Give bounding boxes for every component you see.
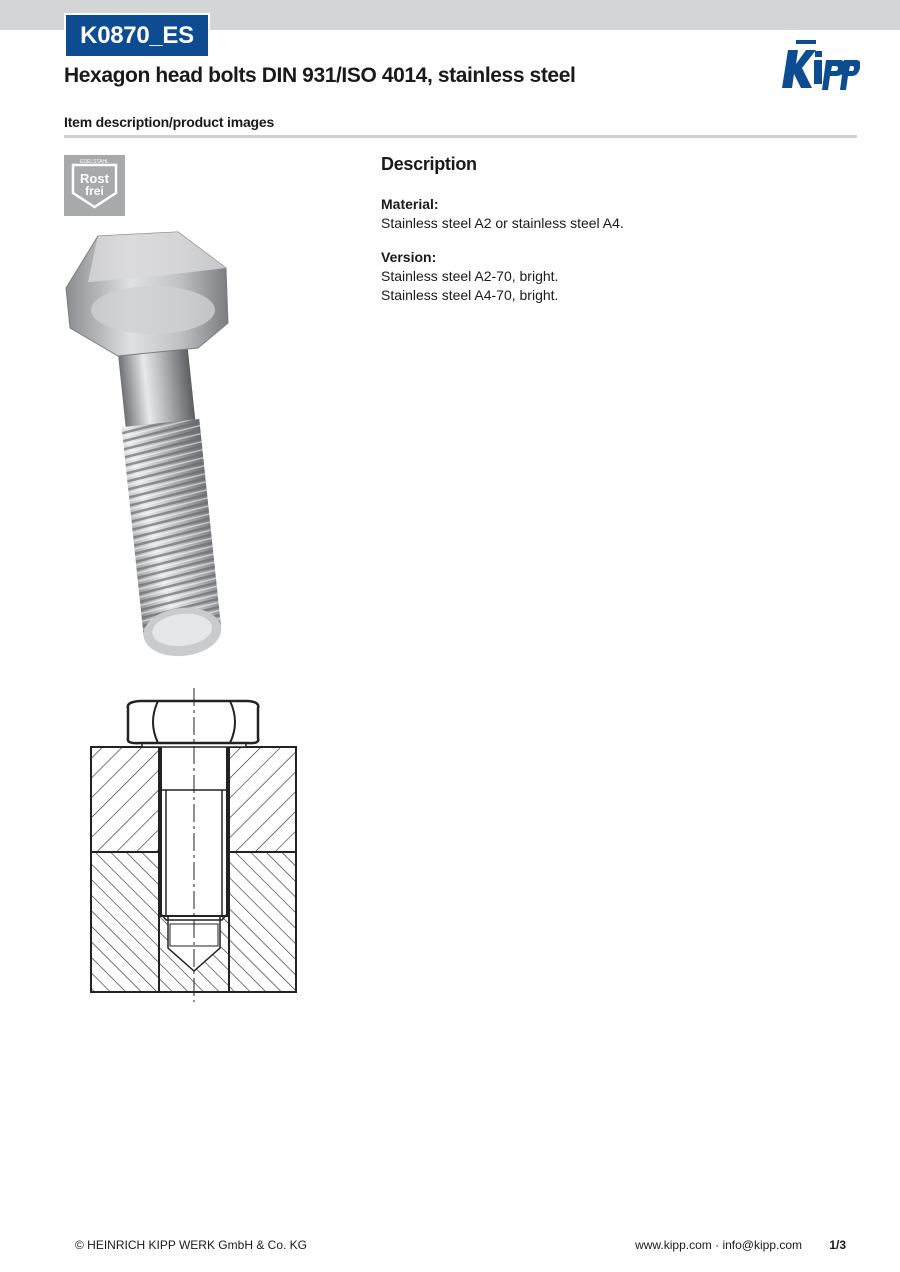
description-title: Description — [381, 154, 477, 174]
version-line-2: Stainless steel A4-70, bright. — [381, 287, 559, 303]
footer-copyright: © HEINRICH KIPP WERK GmbH & Co. KG — [75, 1238, 307, 1252]
page-title: Hexagon head bolts DIN 931/ISO 4014, stainless steel — [64, 64, 576, 87]
badge-line2: frei — [85, 184, 104, 198]
footer-contact[interactable]: www.kipp.com · info@kipp.com — [635, 1238, 802, 1252]
badge-top-text: EDELSTAHL — [80, 159, 109, 165]
badge-line1: Rost — [80, 171, 109, 186]
product-code-badge: K0870_ES — [64, 13, 210, 58]
page-number: 1/3 — [829, 1238, 846, 1252]
stainless-badge — [64, 155, 125, 216]
version-label: Version: — [381, 249, 437, 265]
bolt-product-image — [58, 228, 248, 668]
material-label: Material: — [381, 196, 439, 212]
section-heading: Item description/product images — [64, 114, 275, 130]
description-body — [381, 195, 841, 320]
kipp-logo — [782, 38, 860, 92]
bolt-technical-drawing — [84, 686, 304, 1006]
rost-frei-icon — [64, 155, 125, 216]
material-text: Stainless steel A2 or stainless steel A4. — [381, 215, 624, 231]
version-line-1: Stainless steel A2-70, bright. — [381, 268, 559, 284]
section-divider — [64, 135, 857, 138]
